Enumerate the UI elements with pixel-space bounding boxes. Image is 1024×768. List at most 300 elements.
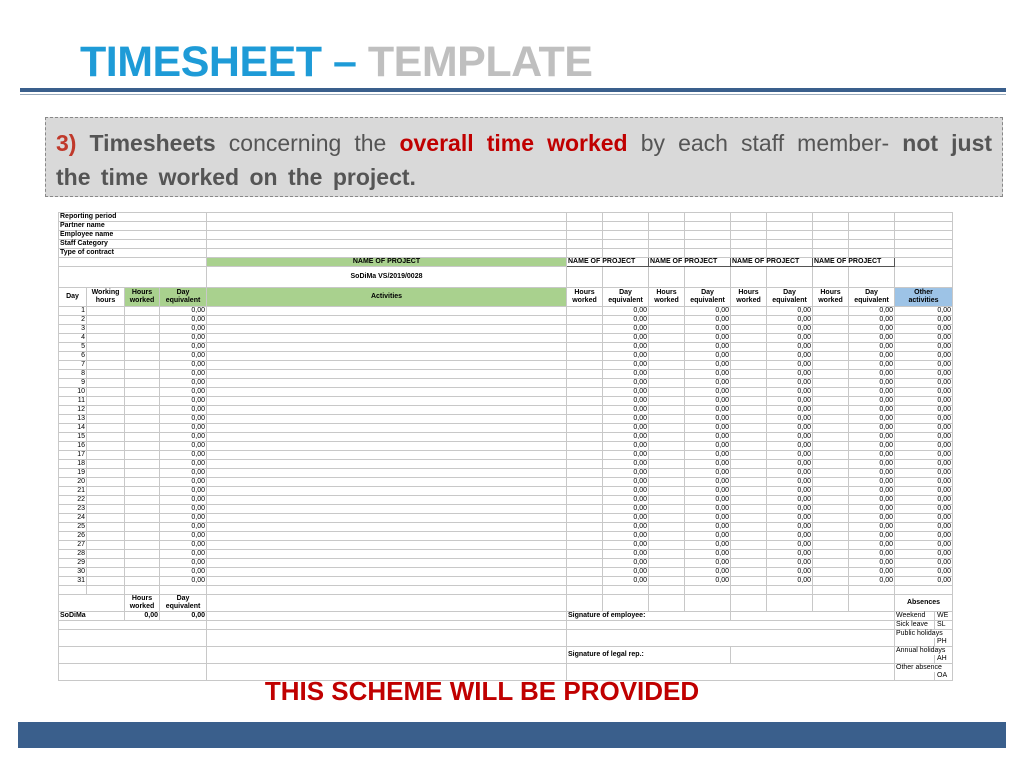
hours-worked-cell[interactable] [649, 469, 685, 478]
hours-worked-cell[interactable] [649, 334, 685, 343]
activity-cell[interactable] [207, 478, 567, 487]
hours-worked-cell[interactable] [813, 307, 849, 316]
hours-worked-cell[interactable] [731, 325, 767, 334]
hours-worked-cell[interactable] [125, 460, 160, 469]
hours-worked-cell[interactable] [567, 505, 603, 514]
hours-worked-cell[interactable] [813, 316, 849, 325]
activity-cell[interactable] [207, 388, 567, 397]
day-equivalent-value: 0,00 [767, 370, 813, 379]
hours-worked-cell[interactable] [813, 334, 849, 343]
activity-cell[interactable] [207, 496, 567, 505]
activity-cell[interactable] [207, 379, 567, 388]
hours-worked-cell[interactable] [813, 577, 849, 586]
hours-worked-cell[interactable] [567, 388, 603, 397]
working-hours-cell[interactable] [87, 505, 125, 514]
day-equivalent-value: 0,00 [767, 316, 813, 325]
day-equivalent-value: 0,00 [160, 406, 207, 415]
hours-worked-cell[interactable] [731, 352, 767, 361]
working-hours-cell[interactable] [87, 334, 125, 343]
hours-worked-cell[interactable] [649, 370, 685, 379]
hours-worked-cell[interactable] [125, 352, 160, 361]
hours-worked-cell[interactable] [649, 577, 685, 586]
hours-worked-cell[interactable] [567, 514, 603, 523]
working-hours-cell[interactable] [87, 352, 125, 361]
absence-label: Weekend [896, 612, 926, 619]
day-equivalent-value: 0,00 [603, 469, 649, 478]
hours-worked-cell[interactable] [813, 433, 849, 442]
hours-worked-cell[interactable] [813, 532, 849, 541]
activity-cell[interactable] [207, 334, 567, 343]
hours-worked-cell[interactable] [567, 568, 603, 577]
hours-worked-cell[interactable] [649, 559, 685, 568]
hours-worked-cell[interactable] [731, 514, 767, 523]
working-hours-cell[interactable] [87, 442, 125, 451]
hours-worked-cell[interactable] [813, 550, 849, 559]
other-activities-value: 0,00 [895, 307, 953, 316]
hours-worked-cell[interactable] [125, 361, 160, 370]
day-equivalent-value: 0,00 [685, 316, 731, 325]
working-hours-cell[interactable] [87, 496, 125, 505]
other-activities-value: 0,00 [895, 379, 953, 388]
info-row [59, 240, 953, 249]
day-equivalent-value: 0,00 [685, 469, 731, 478]
hours-worked-cell[interactable] [649, 568, 685, 577]
hours-worked-cell[interactable] [731, 424, 767, 433]
hours-worked-cell[interactable] [125, 514, 160, 523]
hours-worked-cell[interactable] [567, 577, 603, 586]
day-row [59, 388, 953, 397]
hours-worked-cell[interactable] [813, 379, 849, 388]
hours-worked-cell[interactable] [731, 523, 767, 532]
hours-worked-cell[interactable] [567, 442, 603, 451]
day-equivalent-value: 0,00 [849, 388, 895, 397]
hours-worked-cell[interactable] [125, 379, 160, 388]
hours-worked-cell[interactable] [649, 550, 685, 559]
day-equivalent-value: 0,00 [685, 478, 731, 487]
hours-worked-cell[interactable] [731, 370, 767, 379]
empty-cell [685, 249, 731, 258]
activity-cell[interactable] [207, 505, 567, 514]
working-hours-cell[interactable] [87, 343, 125, 352]
hours-worked-cell[interactable] [731, 577, 767, 586]
hours-worked-cell[interactable] [567, 343, 603, 352]
activity-cell[interactable] [207, 307, 567, 316]
day-equivalent-value: 0,00 [603, 415, 649, 424]
hours-worked-cell[interactable] [649, 325, 685, 334]
working-hours-cell[interactable] [87, 433, 125, 442]
hours-worked-cell[interactable] [567, 325, 603, 334]
summary-hours-header [125, 595, 160, 612]
day-equivalent-value: 0,00 [160, 451, 207, 460]
hours-worked-cell[interactable] [567, 469, 603, 478]
hours-worked-cell[interactable] [649, 316, 685, 325]
hours-worked-cell[interactable] [125, 334, 160, 343]
working-hours-cell[interactable] [87, 523, 125, 532]
hours-worked-cell[interactable] [649, 361, 685, 370]
hours-worked-cell[interactable] [567, 451, 603, 460]
working-hours-cell[interactable] [87, 379, 125, 388]
day-number: 11 [59, 397, 87, 406]
other-activities-value: 0,00 [895, 388, 953, 397]
hours-worked-cell[interactable] [567, 352, 603, 361]
hours-worked-cell[interactable] [567, 370, 603, 379]
hours-worked-cell[interactable] [731, 379, 767, 388]
hours-worked-cell[interactable] [731, 559, 767, 568]
hours-worked-cell[interactable] [649, 514, 685, 523]
day-equivalent-value: 0,00 [685, 514, 731, 523]
info-value-cell[interactable] [207, 240, 567, 249]
hours-worked-cell[interactable] [813, 460, 849, 469]
info-value-cell[interactable] [207, 231, 567, 240]
working-hours-cell[interactable] [87, 568, 125, 577]
hours-worked-cell[interactable] [731, 451, 767, 460]
activity-cell[interactable] [207, 460, 567, 469]
day-number: 9 [59, 379, 87, 388]
activity-cell[interactable] [207, 568, 567, 577]
hours-worked-cell[interactable] [649, 388, 685, 397]
day-number: 21 [59, 487, 87, 496]
activity-cell[interactable] [207, 469, 567, 478]
absence-code: SL [934, 621, 951, 629]
hours-worked-cell[interactable] [125, 532, 160, 541]
hours-worked-cell[interactable] [567, 550, 603, 559]
hours-worked-cell[interactable] [125, 523, 160, 532]
hours-worked-cell[interactable] [567, 307, 603, 316]
info-value-cell[interactable] [207, 213, 567, 222]
day-equivalent-value: 0,00 [160, 433, 207, 442]
hours-worked-cell[interactable] [649, 487, 685, 496]
hours-worked-cell[interactable] [649, 505, 685, 514]
hours-worked-cell[interactable] [813, 415, 849, 424]
hours-worked-cell[interactable] [813, 505, 849, 514]
hours-worked-cell[interactable] [125, 505, 160, 514]
hours-worked-cell[interactable] [125, 424, 160, 433]
empty-cell [649, 240, 685, 249]
empty-cell [813, 249, 849, 258]
hours-worked-cell[interactable] [731, 505, 767, 514]
hours-worked-cell[interactable] [731, 433, 767, 442]
day-equivalent-value: 0,00 [767, 406, 813, 415]
hours-worked-cell[interactable] [649, 478, 685, 487]
hours-worked-cell[interactable] [731, 316, 767, 325]
day-equivalent-value: 0,00 [160, 361, 207, 370]
hours-worked-cell[interactable] [567, 406, 603, 415]
day-equivalent-value: 0,00 [849, 460, 895, 469]
hours-worked-cell[interactable] [125, 433, 160, 442]
footer-bar [18, 722, 1006, 748]
activity-cell[interactable] [207, 487, 567, 496]
hours-worked-cell[interactable] [125, 307, 160, 316]
hours-worked-cell[interactable] [567, 460, 603, 469]
working-hours-cell[interactable] [87, 514, 125, 523]
hours-worked-cell[interactable] [649, 451, 685, 460]
other-activities-value: 0,00 [895, 361, 953, 370]
day-equivalent-value: 0,00 [603, 424, 649, 433]
working-hours-cell[interactable] [87, 478, 125, 487]
hours-worked-cell[interactable] [813, 406, 849, 415]
day-equivalent-value: 0,00 [603, 307, 649, 316]
hours-worked-cell[interactable] [567, 532, 603, 541]
activity-cell[interactable] [207, 532, 567, 541]
hours-worked-cell[interactable] [813, 496, 849, 505]
hours-worked-cell[interactable] [125, 451, 160, 460]
hours-worked-cell[interactable] [813, 523, 849, 532]
hours-worked-cell[interactable] [567, 379, 603, 388]
hours-worked-cell[interactable] [649, 415, 685, 424]
empty-cell [567, 231, 603, 240]
day-equivalent-value: 0,00 [603, 514, 649, 523]
hours-worked-cell[interactable] [813, 469, 849, 478]
hours-worked-cell[interactable] [813, 541, 849, 550]
hours-worked-cell[interactable] [649, 307, 685, 316]
day-equivalent-value: 0,00 [849, 424, 895, 433]
name-of-project-header: NAME OF PROJECT [813, 258, 895, 267]
activity-cell[interactable] [207, 577, 567, 586]
other-activities-value: 0,00 [895, 451, 953, 460]
hours-worked-cell[interactable] [731, 406, 767, 415]
activity-cell[interactable] [207, 523, 567, 532]
activity-cell[interactable] [207, 541, 567, 550]
working-hours-cell[interactable] [87, 577, 125, 586]
activity-cell[interactable] [207, 406, 567, 415]
hours-worked-cell[interactable] [813, 568, 849, 577]
header-line: Hours [656, 289, 677, 296]
activity-cell[interactable] [207, 433, 567, 442]
working-hours-cell[interactable] [87, 460, 125, 469]
hours-worked-cell[interactable] [731, 442, 767, 451]
info-value-cell[interactable] [207, 249, 567, 258]
hours-worked-cell[interactable] [125, 496, 160, 505]
hours-worked-cell[interactable] [731, 334, 767, 343]
hours-worked-cell[interactable] [731, 496, 767, 505]
day-equivalent-value: 0,00 [849, 343, 895, 352]
day-equivalent-value: 0,00 [685, 307, 731, 316]
hours-worked-cell[interactable] [649, 523, 685, 532]
hours-worked-cell[interactable] [649, 352, 685, 361]
hours-worked-cell[interactable] [649, 343, 685, 352]
hours-worked-cell[interactable] [125, 406, 160, 415]
working-hours-cell[interactable] [87, 370, 125, 379]
day-equivalent-value: 0,00 [767, 379, 813, 388]
working-hours-cell[interactable] [87, 415, 125, 424]
day-row [59, 469, 953, 478]
hours-worked-cell[interactable] [567, 433, 603, 442]
hours-worked-cell[interactable] [567, 334, 603, 343]
hours-worked-cell[interactable] [649, 397, 685, 406]
working-hours-cell[interactable] [87, 559, 125, 568]
hours-worked-cell[interactable] [731, 361, 767, 370]
day-equivalent-value: 0,00 [603, 523, 649, 532]
hours-worked-cell[interactable] [125, 550, 160, 559]
hours-worked-cell[interactable] [649, 541, 685, 550]
project-code-row [59, 267, 953, 288]
hours-worked-cell[interactable] [567, 496, 603, 505]
day-row [59, 433, 953, 442]
hours-worked-cell[interactable] [125, 388, 160, 397]
empty-cell [603, 231, 649, 240]
empty-cell [767, 213, 813, 222]
working-hours-cell[interactable] [87, 361, 125, 370]
hours-worked-cell[interactable] [567, 523, 603, 532]
hours-worked-cell[interactable] [567, 361, 603, 370]
hours-worked-cell[interactable] [125, 469, 160, 478]
hours-worked-cell[interactable] [125, 442, 160, 451]
day-equivalent-header [849, 288, 895, 307]
empty-cell [207, 647, 567, 664]
hours-worked-cell[interactable] [813, 361, 849, 370]
hours-worked-cell[interactable] [567, 478, 603, 487]
hours-worked-cell[interactable] [125, 559, 160, 568]
hours-worked-cell[interactable] [813, 343, 849, 352]
activity-cell[interactable] [207, 550, 567, 559]
day-equivalent-value: 0,00 [160, 532, 207, 541]
hours-worked-cell[interactable] [731, 415, 767, 424]
hours-worked-cell[interactable] [125, 316, 160, 325]
hours-worked-cell[interactable] [813, 325, 849, 334]
hours-worked-cell[interactable] [813, 370, 849, 379]
working-hours-cell[interactable] [87, 532, 125, 541]
hours-worked-cell[interactable] [813, 451, 849, 460]
working-hours-cell[interactable] [87, 325, 125, 334]
activity-cell[interactable] [207, 316, 567, 325]
working-hours-cell[interactable] [87, 550, 125, 559]
hours-worked-cell[interactable] [813, 397, 849, 406]
hours-worked-cell[interactable] [731, 478, 767, 487]
signature-field[interactable] [731, 647, 895, 664]
activity-cell[interactable] [207, 424, 567, 433]
hours-worked-cell[interactable] [567, 415, 603, 424]
header-line: Working [91, 289, 120, 296]
working-hours-cell[interactable] [87, 406, 125, 415]
activity-cell[interactable] [207, 370, 567, 379]
hours-worked-cell[interactable] [125, 397, 160, 406]
activity-cell[interactable] [207, 343, 567, 352]
hours-worked-cell[interactable] [567, 487, 603, 496]
note-bold2: not just the time worked on the project. [56, 130, 993, 190]
hours-worked-cell[interactable] [813, 514, 849, 523]
hours-worked-cell[interactable] [731, 568, 767, 577]
signature-field[interactable] [731, 612, 895, 621]
hours-worked-cell[interactable] [125, 325, 160, 334]
working-hours-cell[interactable] [87, 451, 125, 460]
hours-worked-cell[interactable] [649, 406, 685, 415]
activity-cell[interactable] [207, 442, 567, 451]
day-equivalent-value: 0,00 [685, 424, 731, 433]
hours-worked-cell[interactable] [125, 577, 160, 586]
hours-worked-cell[interactable] [731, 460, 767, 469]
hours-worked-cell[interactable] [567, 397, 603, 406]
hours-worked-cell[interactable] [567, 316, 603, 325]
hours-worked-cell[interactable] [813, 559, 849, 568]
day-equivalent-header [767, 288, 813, 307]
day-equivalent-value: 0,00 [603, 505, 649, 514]
day-equivalent-value: 0,00 [849, 415, 895, 424]
info-label: Staff Category [59, 240, 207, 249]
info-value-cell[interactable] [207, 222, 567, 231]
hours-worked-cell[interactable] [649, 424, 685, 433]
hours-worked-cell[interactable] [125, 370, 160, 379]
hours-worked-cell[interactable] [649, 460, 685, 469]
hours-worked-cell[interactable] [125, 415, 160, 424]
hours-worked-cell[interactable] [813, 388, 849, 397]
activity-cell[interactable] [207, 352, 567, 361]
hours-worked-cell[interactable] [649, 433, 685, 442]
empty-cell [567, 595, 603, 612]
empty-cell [813, 240, 849, 249]
day-row [59, 325, 953, 334]
working-hours-cell[interactable] [87, 397, 125, 406]
activity-cell[interactable] [207, 415, 567, 424]
absence-code: OA [934, 672, 951, 680]
activity-cell[interactable] [207, 361, 567, 370]
day-number: 30 [59, 568, 87, 577]
hours-worked-cell[interactable] [731, 550, 767, 559]
activity-cell[interactable] [207, 559, 567, 568]
empty-cell [685, 231, 731, 240]
hours-worked-cell[interactable] [567, 424, 603, 433]
hours-worked-cell[interactable] [813, 352, 849, 361]
other-activities-header [895, 288, 953, 307]
header-line: equivalent [854, 297, 889, 304]
spacer-row [59, 586, 953, 595]
hours-worked-cell[interactable] [649, 442, 685, 451]
working-hours-cell[interactable] [87, 316, 125, 325]
working-hours-cell[interactable] [87, 424, 125, 433]
hours-worked-cell[interactable] [731, 343, 767, 352]
hours-worked-cell[interactable] [649, 379, 685, 388]
empty-cell [731, 586, 767, 595]
hours-worked-cell[interactable] [731, 487, 767, 496]
hours-worked-cell[interactable] [125, 568, 160, 577]
hours-worked-cell[interactable] [649, 532, 685, 541]
hours-worked-cell[interactable] [125, 343, 160, 352]
activity-cell[interactable] [207, 451, 567, 460]
hours-worked-cell[interactable] [731, 397, 767, 406]
working-hours-cell[interactable] [87, 388, 125, 397]
hours-worked-cell[interactable] [731, 388, 767, 397]
hours-worked-cell[interactable] [649, 496, 685, 505]
day-row [59, 559, 953, 568]
hours-worked-cell[interactable] [813, 442, 849, 451]
hours-worked-cell[interactable] [813, 478, 849, 487]
activity-cell[interactable] [207, 325, 567, 334]
empty-cell [649, 586, 685, 595]
working-hours-cell[interactable] [87, 469, 125, 478]
hours-worked-cell[interactable] [731, 541, 767, 550]
day-row [59, 532, 953, 541]
hours-worked-cell[interactable] [731, 532, 767, 541]
hours-worked-cell[interactable] [731, 307, 767, 316]
working-hours-cell[interactable] [87, 541, 125, 550]
activity-cell[interactable] [207, 397, 567, 406]
day-column-header: Day [59, 288, 87, 307]
working-hours-cell[interactable] [87, 307, 125, 316]
hours-worked-cell[interactable] [567, 559, 603, 568]
hours-worked-cell[interactable] [731, 469, 767, 478]
hours-worked-cell[interactable] [813, 487, 849, 496]
hours-worked-cell[interactable] [125, 541, 160, 550]
day-equivalent-value: 0,00 [603, 577, 649, 586]
hours-worked-cell[interactable] [813, 424, 849, 433]
hours-worked-cell[interactable] [125, 487, 160, 496]
hours-worked-cell[interactable] [125, 478, 160, 487]
day-equivalent-value: 0,00 [603, 361, 649, 370]
day-row [59, 379, 953, 388]
activity-cell[interactable] [207, 514, 567, 523]
working-hours-cell[interactable] [87, 487, 125, 496]
hours-worked-cell[interactable] [567, 541, 603, 550]
day-number: 13 [59, 415, 87, 424]
